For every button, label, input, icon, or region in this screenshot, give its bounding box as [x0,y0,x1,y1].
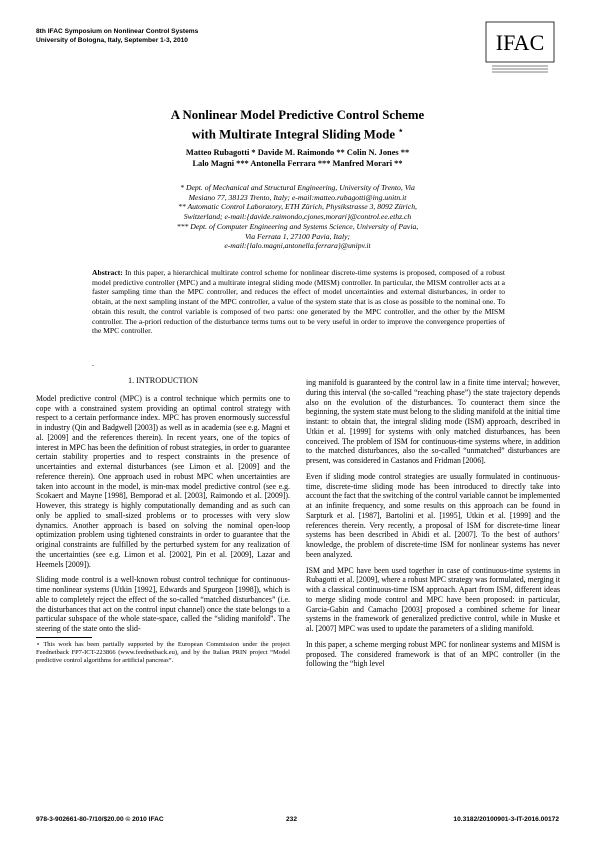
paragraph: Model predictive control (MPC) is a control technique which permits one to cope with a constrained system providing an optimal control strategy with respect to a certain performance index. MPC has proven enormously successful in industry (Qin and Badgwell [2003]) as well as in academia (see e.g. Magni et al. [2009] and the references therein). In recent years, one of the topics of interest in MPC has been the definition of robust strategies, in order to guarantee certain stability properties and to respect constraints in the presence of uncertainties and external disturbances (see Limon et al. [2009] and the reference therein). One approach used in robust MPC when uncertainties are taken into account in the model, is min-max model predictive control (see e.g. Scokaert and Mayne [1998], Bemporad et al. [2003], Raimondo et al. [2009]). However, this strategy is highly computationally demanding and as such can only be applied to small-sized problems or to processes with very slow dynamics. Another approach is based on solving the nominal open-loop optimization problem using tightened constraints in order to guarantee that the original constraints are fulfilled by the perturbed system for any realization of the uncertainties (see e.g. Limon et al. [2002], Pin et al. [2009], Lazar and Heemels [2009]). [36,393,290,569]
section-heading: 1. INTRODUCTION [127,376,199,385]
abstract [92,268,505,336]
doi: 10.3182/20100901-3-IT-2016.00172 [453,816,559,823]
conference-name: 8th IFAC Symposium on Nonlinear Control Systems [36,28,199,35]
affiliation-line: *** Dept. of Computer Engineering and Systems Science, University of Pavia, [176,221,419,231]
affiliation-line: ** Automatic Control Laboratory, ETH Zürich, Physikstrasse 3, 8092 Zürich, [178,202,417,212]
abstract-text: In this paper, a hierarchical multirate control scheme for nonlinear discrete-time systems is proposed, composed of a robust model predictive controller (MPC) and a multirate integral sliding mode (MISM) controller. In particular, the MISM controller acts at a faster sampling time than the MPC controller, and reduces the effect of model uncertainties and external disturbances, in order to obtain, at the next sampling instant of the MPC controller, a value of the system state that is as close as possible to the nominal one. To obtain this result, the control variable is composed of two parts: one generated by the MPC controller, and the other by the MISM controller. The a-priori reduction of the disturbance terms turns out to be very useful in order to improve the convergence properties of the MPC controller. [92,268,505,336]
ifac-logo [484,14,556,76]
abstract-label: Abstract: [92,268,123,277]
footnote-rule [36,637,92,638]
title-footnote-mark: ⋆ [398,126,404,135]
keywords-marker: . [92,359,94,368]
ifac-logo-text: IFAC [495,30,545,55]
paragraph: ing manifold is guaranteed by the control law in a finite time interval; however, during this interval (the so-called “reaching phase”) the state trajectory depends also on the evolution of the disturbances. To counteract them since the beginning, the system state must belong to the sliding manifold at the initial time instant: to obtain that, the integral sliding mode (ISM) approach, described in Utkin et al. [1999] for systems with only matched disturbances, has been conceived. The problem of ISM for continuous-time systems where, in addition to the matched disturbances, also the so-called “unmatched” disturbances are present, was considered in Castanos and Fridman [2006]. [306,378,561,465]
affiliations [60,183,535,251]
author-list [60,147,535,169]
affiliation-line: Switzerland; e-mail:{davide.raimondo,cjones,morari}@control.ee.ethz.ch [183,212,412,222]
paper-title [60,107,535,142]
affiliation-line: e-mail:{lalo.magni,antonella.ferrara}@unipv.it [224,241,371,251]
footnote: ⋆ This work has been partially supported by the European Commission under the project Feednetback FP7-ICT-223866 (www.feednetback.eu), and by the Italian PRIN project “Model predictive control algorithms for artificial pancreas”. [36,640,290,665]
page-number: 232 [286,816,298,823]
affiliation-line: Via Ferrata 1, 27100 Pavia, Italy; [244,231,351,241]
paragraph: Sliding mode control is a well-known robust control technique for continuous-time nonlinear systems (Utkin [1992], Edwards and Spurgeon [1998]), which is able to completely reject the effect of the so-called “matched disturbances” (i.e. the disturbances that act on the control input channel) once the state belongs to a particular subspace of the whole state-space, called the “sliding manifold”. The steering of the state onto the slid- [36,575,290,633]
title-line-2: with Multirate Integral Sliding Mode [191,127,396,142]
title-line-1: A Nonlinear Model Predictive Control Scheme [170,108,425,122]
affiliation-line: Mesiano 77, 38123 Trento, Italy; e-mail:matteo.rubagotti@ing.unitn.it [188,192,407,202]
paragraph: In this paper, a scheme merging robust MPC for nonlinear systems and MISM is proposed. The considered framework is that of an MPC controller (in the following the “high level [306,639,560,669]
conference-header [36,28,198,45]
affiliation-line: * Dept. of Mechanical and Structural Engineering, University of Trento, Via [180,183,415,192]
left-column [36,376,290,665]
authors-line-2: Lalo Magni *** Antonella Ferrara *** Manfred Morari ** [192,159,403,168]
right-column [306,378,560,675]
conference-location: University of Bologna, Italy, September 1-3, 2010 [36,36,188,44]
paragraph: ISM and MPC have been used together in case of continuous-time systems in Rubagotti et al. [2009], where a robust MPC strategy was formulated, merging it with a classical continuous-time ISM approach. Apart from ISM, different ideas to merge sliding mode control and MPC have been proposed: in particular, Garcia-Gabin and Camacho [2003] proposed a combined scheme for linear systems in the framework of generalized predictive control, while in Muske et al. [2007] MPC was used to update the parameters of a sliding manifold. [306,565,560,633]
authors-line-1: Matteo Rubagotti * Davide M. Raimondo ** Colin N. Jones ** [185,148,410,157]
isbn: 978-3-902661-80-7/10/$20.00 © 2010 IFAC [36,816,164,823]
paragraph: Even if sliding mode control strategies are usually formulated in continuous-time, discrete-time sliding mode has been introduced to directly take into account the fact that the switching of the control variable cannot be implemented at an infinite frequency, and some results on this approach can be found in Sarpturk et al. [1987], Bartolini et al. [1995], Utkin et al. [1999] and the references therein. Very recently, a proposal of ISM for discrete-time linear systems has been described in Abidi et al. [2007]. To the best of authors’ knowledge, the problem of discrete-time ISM for nonlinear systems has never been analyzed. [306,471,560,559]
